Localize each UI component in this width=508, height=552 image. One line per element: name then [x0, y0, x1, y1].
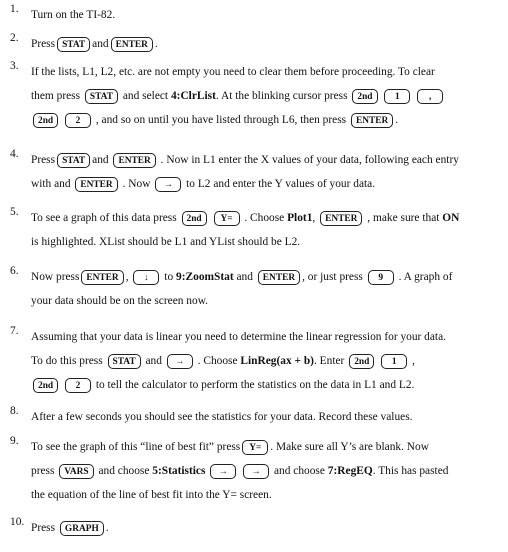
step-text: , [412, 355, 415, 367]
step-text: To do this press [31, 355, 103, 367]
step-text: and choose [98, 465, 150, 477]
y-equals-key: Y= [242, 440, 268, 455]
step-5 [10, 206, 500, 254]
vars-key: VARS [59, 464, 93, 479]
enter-key: ENTER [113, 153, 155, 168]
2nd-key: 2nd [182, 211, 207, 226]
enter-key: ENTER [351, 113, 393, 128]
step-text: them press [31, 90, 81, 102]
right-arrow-key-icon: → [155, 177, 181, 192]
step-text: . [154, 38, 158, 50]
menu-item-plot1: Plot1 [287, 212, 313, 224]
step-text: . A graph of [398, 271, 453, 283]
step-text: . Now [122, 178, 151, 190]
graph-key: GRAPH [60, 521, 104, 536]
step-number: 10. [10, 516, 25, 528]
enter-key: ENTER [111, 37, 153, 52]
2nd-key: 2nd [33, 113, 58, 128]
step-text: To see a graph of this data press [31, 212, 177, 224]
step-text: . [105, 522, 109, 534]
step-text: , make sure that [367, 212, 440, 224]
step-text: and [236, 271, 253, 283]
2nd-key: 2nd [352, 89, 377, 104]
menu-item-zoomstat: 9:ZoomStat [176, 271, 234, 283]
step-text: Assuming that your data is linear you need to determine the linear regression for your data. [31, 331, 447, 343]
stat-key: STAT [57, 37, 90, 52]
step-text: Press [31, 522, 56, 534]
step-text: Turn on the TI-82. [31, 9, 116, 21]
step-text: . Choose [244, 212, 285, 224]
menu-item-linreg: LinReg(ax + b) [240, 355, 314, 367]
step-1 [10, 3, 500, 27]
step-text: . At the blinking cursor press [215, 90, 348, 102]
stat-key: STAT [85, 89, 118, 104]
step-10 [10, 516, 500, 540]
enter-key: ENTER [75, 177, 117, 192]
step-3 [10, 60, 500, 132]
step-number: 7. [10, 325, 19, 337]
step-9 [10, 435, 500, 507]
right-arrow-key-icon: → [243, 464, 269, 479]
right-arrow-key-icon: → [210, 464, 236, 479]
1-key: 1 [381, 354, 407, 369]
step-text: Press [31, 38, 56, 50]
on-option: ON [442, 212, 460, 224]
2-key: 2 [65, 378, 91, 393]
step-text: and [145, 355, 162, 367]
step-text: press [31, 465, 55, 477]
step-text: . Choose [197, 355, 238, 367]
step-text: . [395, 114, 399, 126]
step-text: , and so on until you have listed through L6, then press [95, 114, 347, 126]
step-text: to tell the calculator to perform the statistics on the data in L1 and L2. [95, 379, 415, 391]
2nd-key: 2nd [349, 354, 374, 369]
stat-key: STAT [108, 354, 141, 369]
step-text: . Enter [313, 355, 345, 367]
step-2 [10, 32, 500, 56]
step-4 [10, 148, 500, 196]
enter-key: ENTER [81, 270, 123, 285]
step-number: 4. [10, 148, 19, 160]
9-key: 9 [368, 270, 394, 285]
step-number: 1. [10, 3, 19, 15]
step-text: , [125, 271, 129, 283]
right-arrow-key-icon: → [167, 354, 193, 369]
1-key: 1 [384, 89, 410, 104]
2-key: 2 [65, 113, 91, 128]
step-text: Now press [31, 271, 80, 283]
enter-key: ENTER [258, 270, 300, 285]
step-text: is highlighted. XList should be L1 and YList should be L2. [31, 236, 301, 248]
step-text: . Make sure all Y’s are blank. Now [270, 441, 429, 453]
step-text: To see the graph of this “line of best fit” press [31, 441, 241, 453]
step-text: to [164, 271, 174, 283]
y-equals-key: Y= [214, 211, 240, 226]
step-number: 6. [10, 265, 19, 277]
step-text: If the lists, L1, L2, etc. are not empty you need to clear them before proceeding. To clear [31, 66, 435, 78]
step-text: and select [122, 90, 169, 102]
step-number: 2. [10, 32, 19, 44]
2nd-key: 2nd [33, 378, 58, 393]
step-text: Press [31, 154, 56, 166]
menu-item-regeq: 7:RegEQ [327, 465, 373, 477]
step-6 [10, 265, 500, 313]
step-text: your data should be on the screen now. [31, 295, 209, 307]
step-text: the equation of the line of best fit into the Y= screen. [31, 489, 272, 501]
step-text: and choose [274, 465, 325, 477]
menu-item-statistics: 5:Statistics [152, 465, 206, 477]
step-number: 5. [10, 206, 19, 218]
step-text: , or just press [302, 271, 363, 283]
step-text: After a few seconds you should see the statistics for your data. Record these values. [31, 411, 413, 423]
step-8 [10, 405, 500, 429]
comma-key: , [417, 89, 443, 104]
stat-key: STAT [57, 153, 90, 168]
menu-item-clrlist: 4:ClrList [170, 90, 216, 102]
step-text: . This has pasted [372, 465, 449, 477]
down-arrow-key-icon: ↓ [133, 270, 159, 285]
enter-key: ENTER [320, 211, 362, 226]
step-text: , [312, 212, 316, 224]
step-text: and [92, 38, 109, 50]
step-number: 9. [10, 435, 19, 447]
step-number: 3. [10, 60, 19, 72]
step-text: and [92, 154, 109, 166]
step-text: to L2 and enter the Y values of your data. [186, 178, 376, 190]
step-7 [10, 325, 500, 397]
step-text: . Now in L1 enter the X values of your data, following each entry [160, 154, 459, 166]
step-number: 8. [10, 405, 19, 417]
step-text: with and [31, 178, 71, 190]
